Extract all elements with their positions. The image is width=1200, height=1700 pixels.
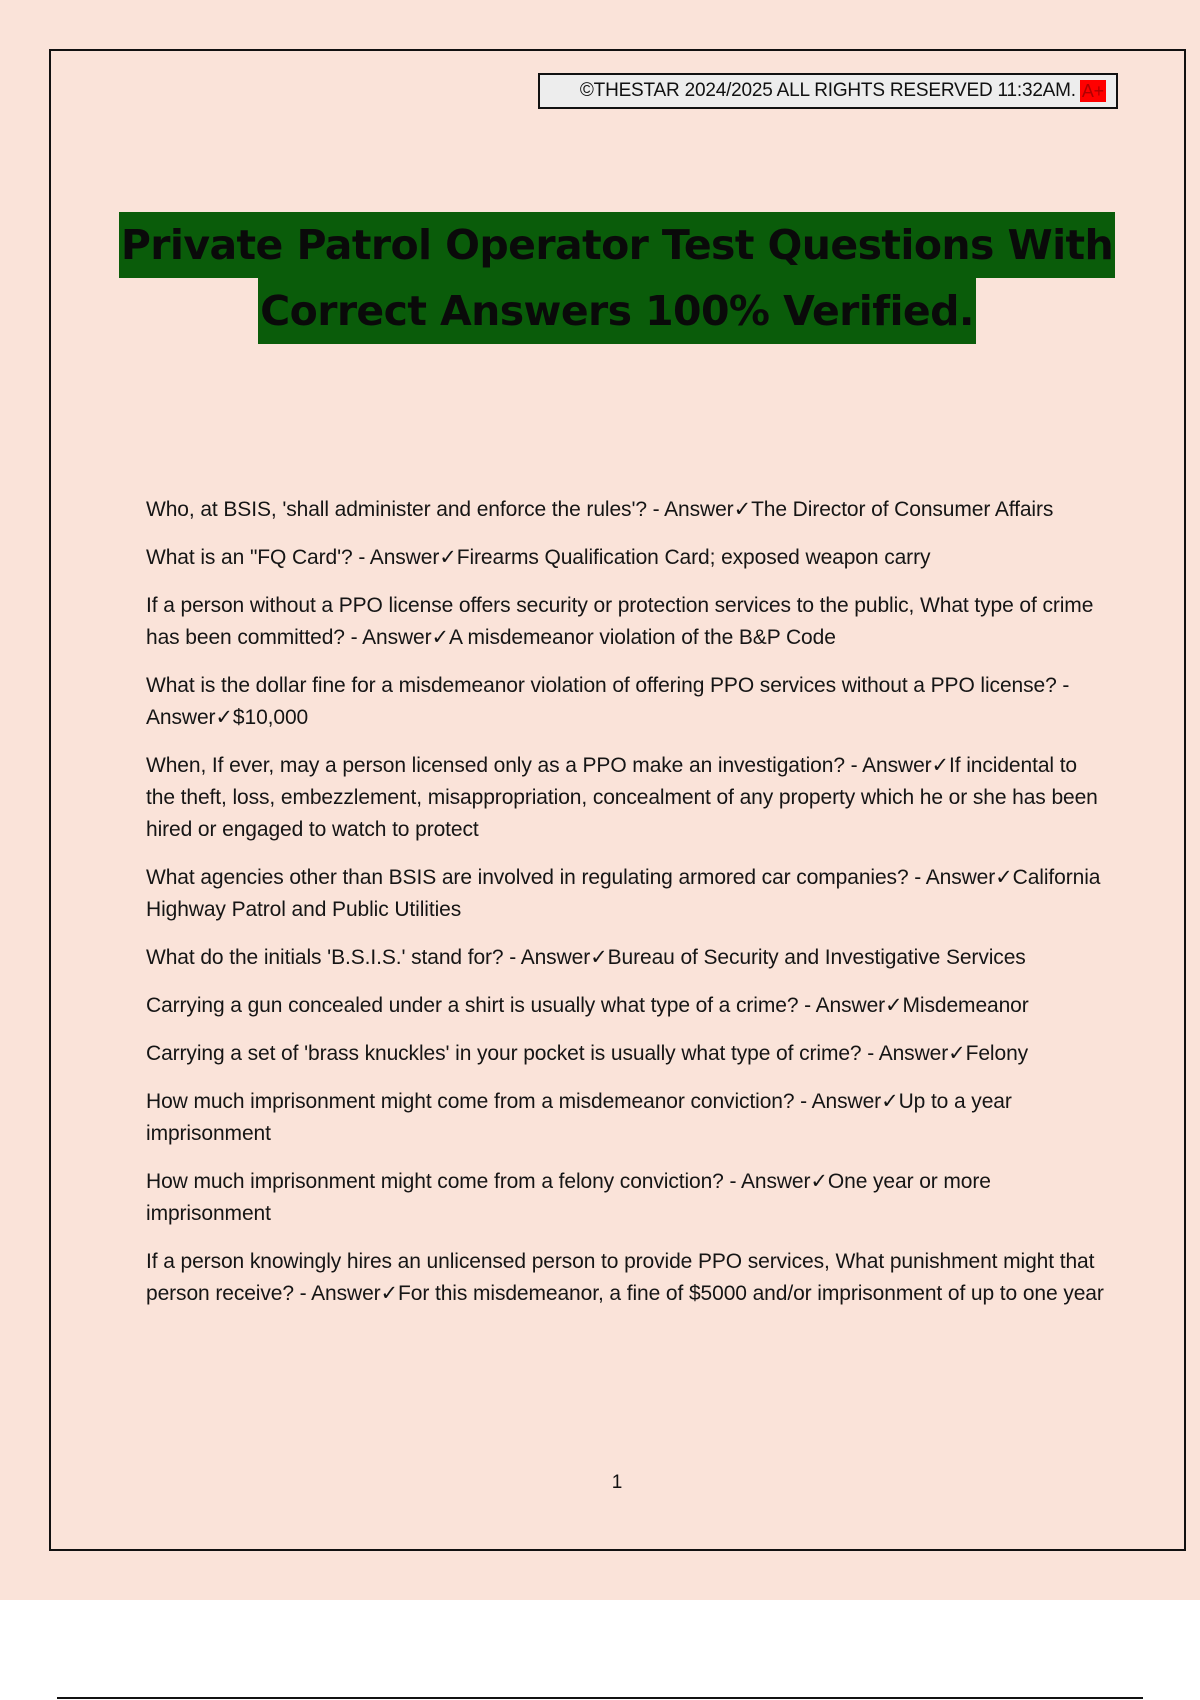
- qa-item: Carrying a gun concealed under a shirt is usually what type of a crime? - Answer✓Misdemeanor: [146, 994, 1029, 1017]
- qa-item: What do the initials 'B.S.I.S.' stand for? - Answer✓Bureau of Security and Investigative Services: [146, 946, 1026, 969]
- copyright-text: ©THESTAR 2024/2025 ALL RIGHTS RESERVED 11:32AM.: [579, 80, 1076, 101]
- next-page-divider: [57, 1697, 1143, 1699]
- qa-item: How much imprisonment might come from a misdemeanor conviction? - Answer✓Up to a year imprisonment: [146, 1090, 1012, 1145]
- document-title: [0, 212, 1200, 344]
- qa-item: How much imprisonment might come from a felony conviction? - Answer✓One year or more imprisonment: [146, 1170, 991, 1225]
- title-line-2: Correct Answers 100% Verified.: [258, 278, 976, 344]
- page-number: 1: [611, 1472, 623, 1493]
- qa-item: If a person knowingly hires an unlicensed person to provide PPO services, What punishment might that person receive? - Answer✓For this misdemeanor, a fine of $5000 and/or imprisonment of up to one year: [146, 1250, 1104, 1305]
- qa-item: If a person without a PPO license offers security or protection services to the public, What type of crime has been committed? - Answer✓A misdemeanor violation of the B&P Code: [146, 594, 1094, 649]
- qa-item: Who, at BSIS, 'shall administer and enforce the rules'? - Answer✓The Director of Consumer Affairs: [146, 498, 1054, 521]
- qa-item: What agencies other than BSIS are involved in regulating armored car companies? - Answer✓California Highway Patrol and Public Utilities: [146, 866, 1101, 921]
- qa-item: What is an "FQ Card'? - Answer✓Firearms Qualification Card; exposed weapon carry: [146, 546, 931, 569]
- qa-item: What is the dollar fine for a misdemeanor violation of offering PPO services without a PPO license? - Answer✓$10,000: [146, 674, 1070, 729]
- grade-badge: A+: [1081, 81, 1104, 101]
- qa-list: [146, 494, 1106, 1326]
- qa-item: When, If ever, may a person licensed only as a PPO make an investigation? - Answer✓If incidental to the theft, loss, embezzlement, misappropriation, concealment of any property which he or she has been hired or engaged to watch to protect: [146, 754, 1098, 841]
- title-line-1: Private Patrol Operator Test Questions With: [119, 212, 1115, 278]
- copyright-header: [538, 73, 1118, 109]
- qa-item: Carrying a set of 'brass knuckles' in your pocket is usually what type of crime? - Answer✓Felony: [146, 1042, 1029, 1065]
